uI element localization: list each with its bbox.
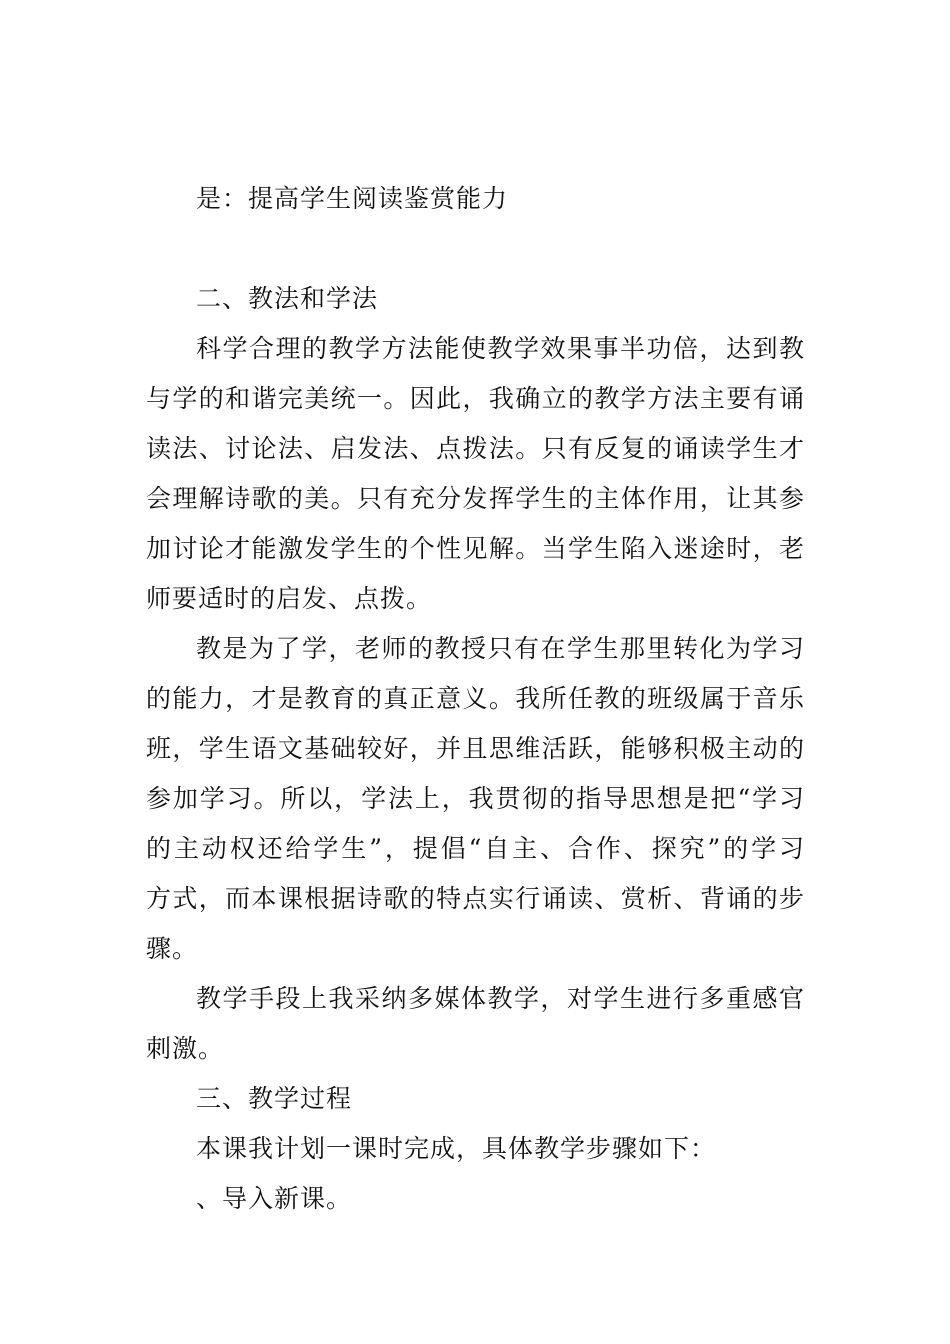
section-heading: 二、教法和学法 bbox=[196, 284, 379, 313]
text-line: 的能力，才是教育的真正意义。我所任教的班级属于音乐 bbox=[146, 684, 804, 713]
text-line: 读法、讨论法、启发法、点拨法。只有反复的诵读学生才 bbox=[146, 434, 804, 463]
text-line: 参加学习。所以，学法上，我贯彻的指导思想是把“学习 bbox=[146, 784, 804, 813]
text-line: 、导入新课。 bbox=[196, 1184, 353, 1213]
text-line: 方式，而本课根据诗歌的特点实行诵读、赏析、背诵的步 bbox=[146, 884, 804, 913]
text-line: 会理解诗歌的美。只有充分发挥学生的主体作用，让其参 bbox=[146, 484, 804, 513]
text-line: 本课我计划一课时完成，具体教学步骤如下： bbox=[196, 1134, 717, 1163]
text-line: 骤。 bbox=[146, 934, 199, 963]
text-line: 是：提高学生阅读鉴赏能力 bbox=[196, 184, 509, 213]
text-line: 科学合理的教学方法能使教学效果事半功倍，达到教 bbox=[196, 334, 804, 363]
text-line: 的主动权还给学生”，提倡“自主、合作、探究”的学习 bbox=[146, 834, 804, 863]
text-line: 与学的和谐完美统一。因此，我确立的教学方法主要有诵 bbox=[146, 384, 804, 413]
text-line: 教学手段上我采纳多媒体教学，对学生进行多重感官 bbox=[196, 984, 804, 1013]
text-line: 教是为了学，老师的教授只有在学生那里转化为学习 bbox=[196, 634, 804, 663]
text-line: 师要适时的启发、点拨。 bbox=[146, 584, 433, 613]
text-line: 刺激。 bbox=[146, 1034, 225, 1063]
section-heading: 三、教学过程 bbox=[196, 1084, 353, 1113]
text-line: 班，学生语文基础较好，并且思维活跃，能够积极主动的 bbox=[146, 734, 804, 763]
text-line: 加讨论才能激发学生的个性见解。当学生陷入迷途时，老 bbox=[146, 534, 804, 563]
